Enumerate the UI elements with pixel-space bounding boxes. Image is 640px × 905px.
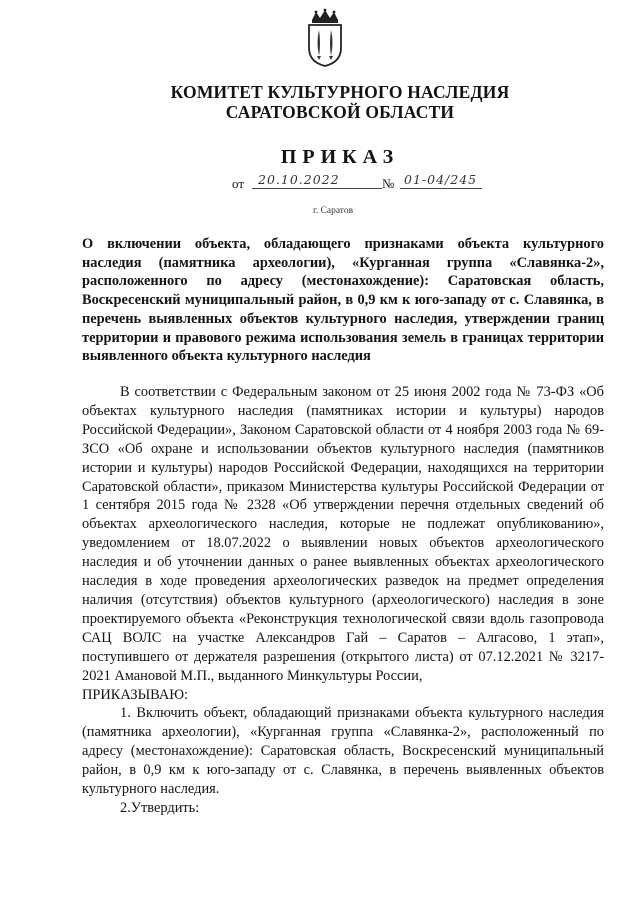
order-item-2: 2.Утвердить: bbox=[120, 799, 200, 816]
order-body bbox=[82, 383, 604, 818]
number-underline bbox=[400, 188, 482, 189]
order-word: ПРИКАЗЫВАЮ: bbox=[82, 686, 189, 703]
number-value: 01-04/245 bbox=[404, 172, 478, 187]
date-underline bbox=[252, 188, 382, 189]
document-type-title: ПРИКАЗ bbox=[280, 146, 400, 168]
number-label: № bbox=[382, 176, 395, 191]
preamble-paragraph: В соответствии с Федеральным законом от 25 июня 2002 года № 73-ФЗ «Об объектах культурного наследия (памятниках истории и культуры) народов Российской Федерации», Законом Саратовской области от 4 ноября 2003 года № 69-ЗСО «Об охране и использовании объектов культурного наследия (памятников истории и культуры) народов Российской Федерации, находящихся на территории Саратовской области», приказом Министерства культуры Российской Федерации от 1 сентября 2015 года № 2328 «Об утверждении перечня отдельных сведений об объектах археологического наследия, которые не подлежат опубликованию», уведомлением от 18.07.2022 о выявлении новых объектов археологического наследия и об уточнении данных о ранее выявленных объектах археологического наследия в ходе проведения археологических разведок на предмет определения наличия (отсутствия) объектов культурного (археологического) наследия в зоне проектируемого объекта «Реконструкция технологической связи вдоль газопровода САЦ ВОЛС на участке Александров Гай – Саратов – Алгасово, 1 этап», поступившего от держателя разрешения (открытого листа) от 07.12.2021 № 3217-2021 Амановой М.П., выданного Минкультуры России, bbox=[82, 384, 604, 684]
saratov-coat-of-arms-icon bbox=[303, 8, 347, 68]
order-item-1: 1. Включить объект, обладающий признаками объекта культурного наследия (памятника археологии), «Курганная группа «Славянка-2», расположенный по адресу (местонахождение): Саратовская область, Воскресенский муниципальный район, в 0,9 км к юго-западу от с. Славянка, в перечень выявленных объектов культурного наследия. bbox=[82, 705, 604, 798]
date-label: от bbox=[232, 176, 245, 191]
date-value: 20.10.2022 bbox=[258, 172, 340, 187]
organization-name-line2: САРАТОВСКОЙ ОБЛАСТИ bbox=[225, 102, 455, 122]
order-subject: О включении объекта, обладающего признаками объекта культурного наследия (памятника археологии), «Курганная группа «Славянка-2», расположенного по адресу (местонахождение): Саратовская область, Воскресенский муниципальный район, в 0,9 км к юго-западу от с. Славянка, в перечень выявленных объектов культурного наследия, утверждении границ территории и правового режима использования земель в границах территории выявленного объекта культурного наследия bbox=[82, 236, 604, 365]
city-label: г. Саратов bbox=[312, 206, 354, 216]
date-number-line bbox=[232, 172, 492, 194]
organization-name-line1: КОМИТЕТ КУЛЬТУРНОГО НАСЛЕДИЯ bbox=[170, 82, 510, 102]
